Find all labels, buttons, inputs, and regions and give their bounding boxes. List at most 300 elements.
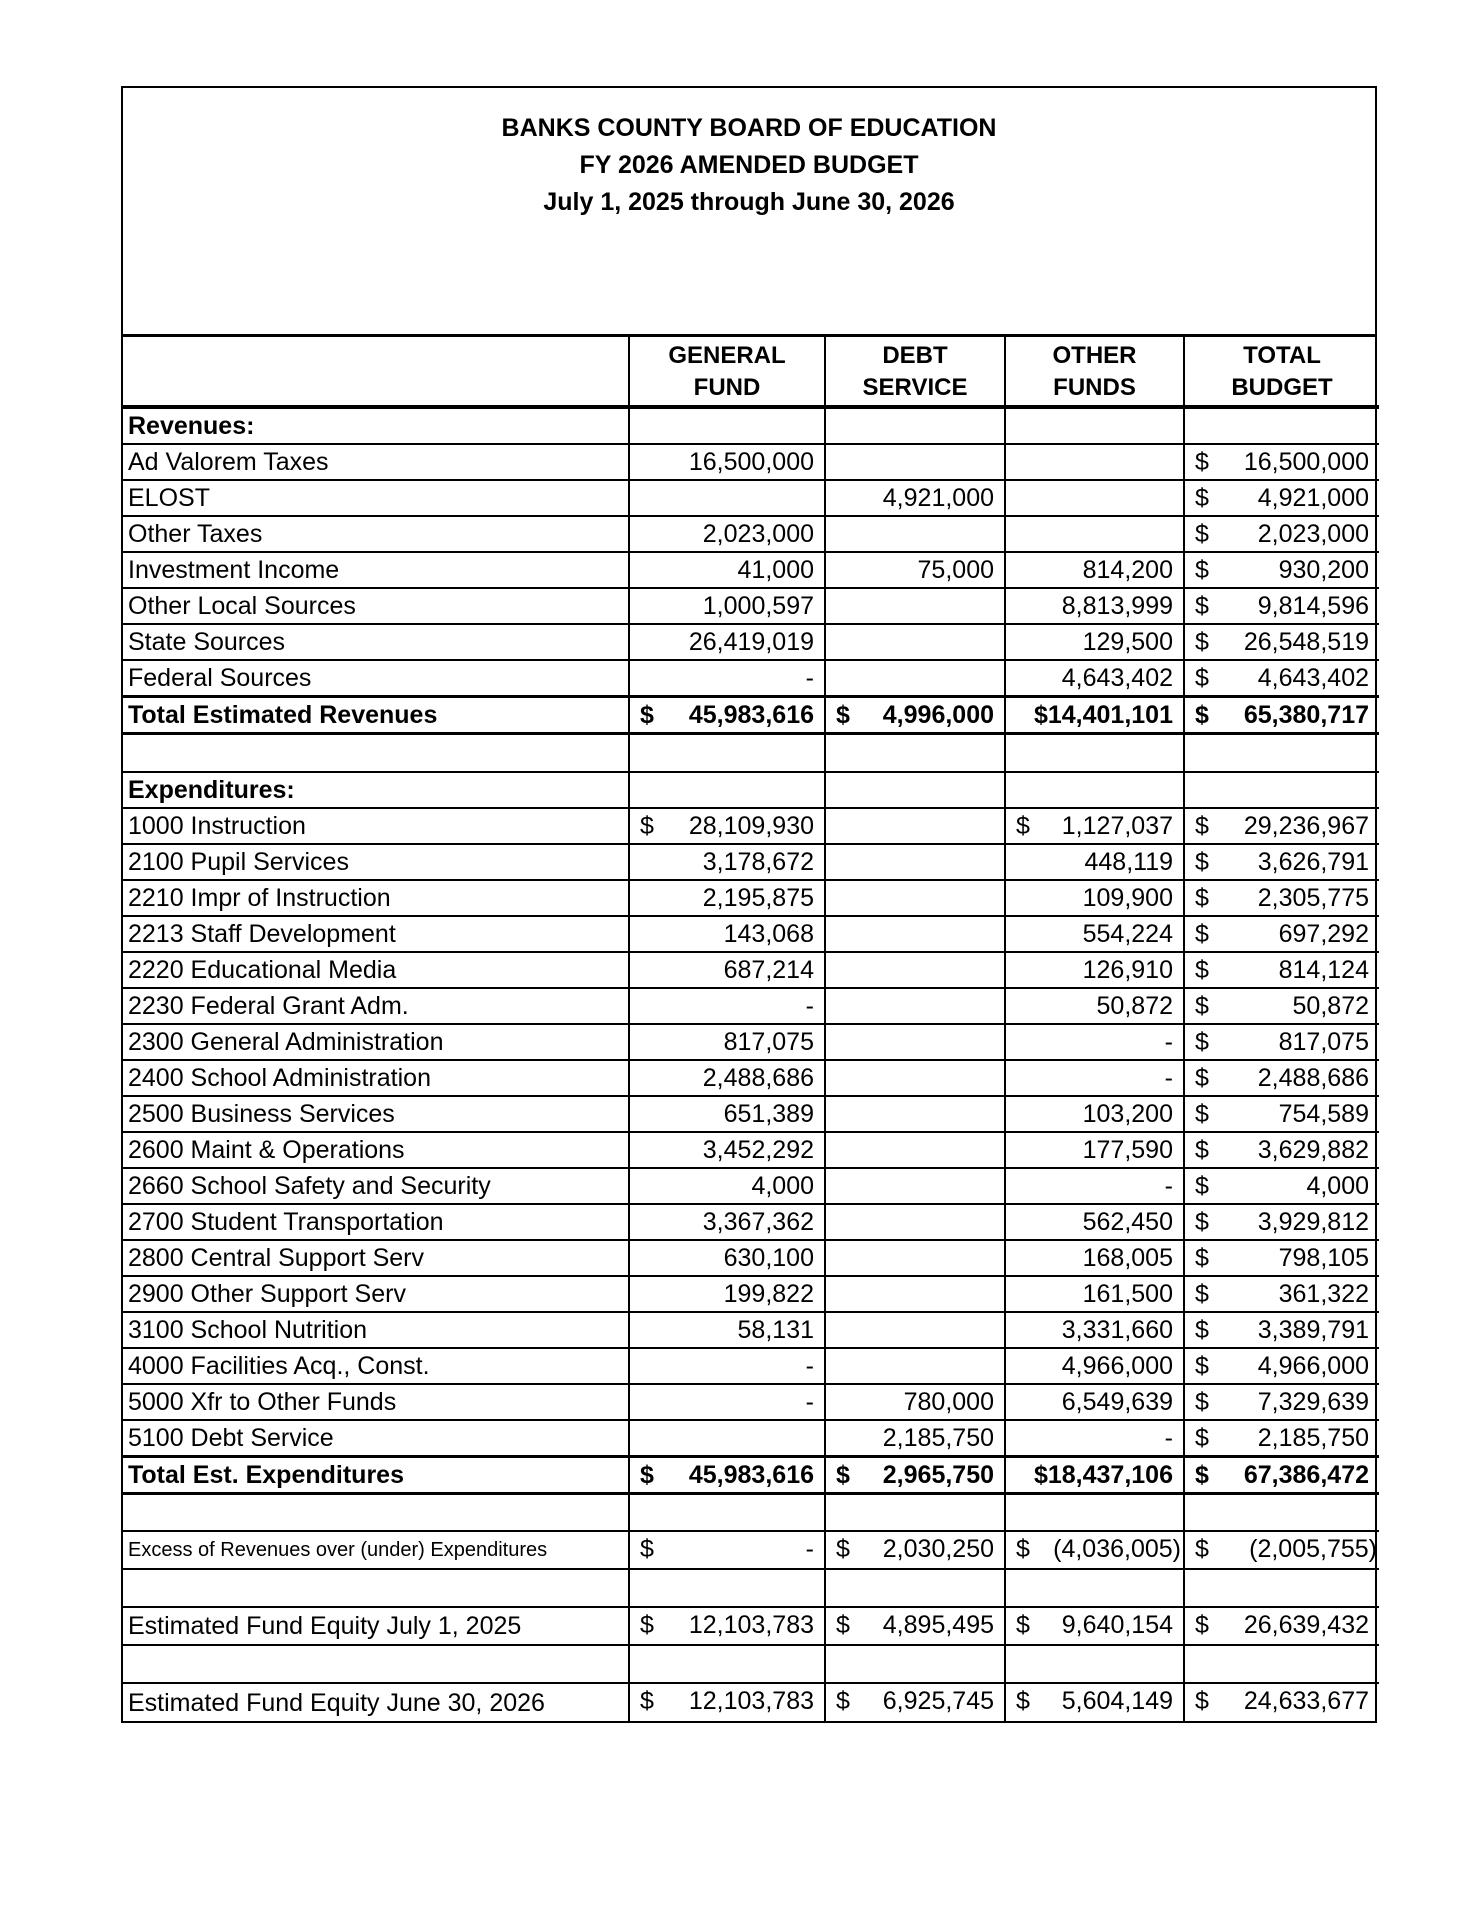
- cell-col-1: [629, 1456, 825, 1493]
- cell-col-2: [825, 1024, 1005, 1060]
- amount: 103,200: [1082, 1099, 1173, 1128]
- currency-symbol: $: [1195, 991, 1209, 1020]
- amount: 2,305,775: [1257, 883, 1369, 912]
- title-block: [123, 88, 1375, 337]
- cell-col-2: [825, 444, 1005, 480]
- cell-col-4: [1184, 1531, 1379, 1569]
- expenditures-heading-row: [123, 772, 1379, 808]
- amount: 2,195,875: [702, 883, 814, 912]
- expenditure-row: [123, 1348, 1379, 1384]
- row-label: 2900 Other Support Serv: [123, 1276, 629, 1312]
- cell-col-2: [825, 988, 1005, 1024]
- cell-col-4: [1184, 1683, 1379, 1721]
- empty-cell: [825, 1645, 1005, 1683]
- column-header-row: [123, 337, 1379, 407]
- currency-symbol: $: [1195, 1687, 1209, 1715]
- amount: 687,214: [723, 955, 814, 984]
- cell-col-4: [1184, 1240, 1379, 1276]
- cell-col-1: [629, 516, 825, 552]
- cell-col-2: [825, 808, 1005, 844]
- amount: 24,633,677: [1243, 1687, 1369, 1715]
- cell-col-2: [825, 1096, 1005, 1132]
- amount: 798,105: [1278, 1243, 1369, 1272]
- empty-cell: [1005, 1569, 1184, 1607]
- row-label: 1000 Instruction: [123, 808, 629, 844]
- cell-col-1: [629, 1312, 825, 1348]
- amount: 3,626,791: [1257, 847, 1369, 876]
- amount: 817,075: [723, 1027, 814, 1056]
- row-label: Estimated Fund Equity June 30, 2026: [123, 1683, 629, 1721]
- cell-col-3: [1005, 1096, 1184, 1132]
- currency-symbol: $: [1195, 1315, 1209, 1344]
- cell-col-2: [825, 916, 1005, 952]
- amount: 2,185,750: [882, 1423, 994, 1452]
- amount: -: [805, 1535, 814, 1563]
- amount: 41,000: [737, 556, 814, 584]
- currency-symbol: $: [1195, 955, 1209, 984]
- cell-col-4: [1184, 1312, 1379, 1348]
- amount: 2,023,000: [702, 520, 814, 548]
- title-line-3: July 1, 2025 through June 30, 2026: [543, 188, 955, 216]
- currency-symbol: $: [1195, 556, 1209, 584]
- cell-col-4: [1184, 844, 1379, 880]
- amount: 9,814,596: [1257, 592, 1369, 620]
- header-other-funds: OTHER FUNDS: [1005, 337, 1184, 407]
- cell-col-1: [629, 1096, 825, 1132]
- revenue-row: [123, 588, 1379, 624]
- cell-col-4: [1184, 1384, 1379, 1420]
- row-label: 2213 Staff Development: [123, 916, 629, 952]
- empty-cell: [1184, 1569, 1379, 1607]
- cell-col-1: [629, 1240, 825, 1276]
- cell-col-1: [629, 808, 825, 844]
- currency-symbol: $: [1195, 919, 1209, 948]
- row-label: 5000 Xfr to Other Funds: [123, 1384, 629, 1420]
- amount: 817,075: [1278, 1027, 1369, 1056]
- spacer-row: [123, 1645, 1379, 1683]
- amount: 7,329,639: [1257, 1387, 1369, 1416]
- cell-col-4: [1184, 1060, 1379, 1096]
- empty-cell: [1184, 1493, 1379, 1531]
- amount: 651,389: [723, 1099, 814, 1128]
- row-label: 2660 School Safety and Security: [123, 1168, 629, 1204]
- cell-col-3: [1005, 660, 1184, 697]
- row-label: 2400 School Administration: [123, 1060, 629, 1096]
- amount: 26,419,019: [688, 628, 814, 656]
- excess-row: [123, 1531, 1379, 1569]
- amount: 3,389,791: [1257, 1315, 1369, 1344]
- cell-col-1: [629, 916, 825, 952]
- empty-cell: [629, 407, 825, 444]
- cell-col-3: [1005, 1240, 1184, 1276]
- cell-col-2: [825, 1456, 1005, 1493]
- cell-col-1: [629, 588, 825, 624]
- empty-cell: [825, 1569, 1005, 1607]
- revenue-row: [123, 552, 1379, 588]
- cell-col-3: [1005, 516, 1184, 552]
- amount: 2,488,686: [1257, 1063, 1369, 1092]
- cell-col-2: [825, 552, 1005, 588]
- expenditure-row: [123, 1168, 1379, 1204]
- amount: 4,966,000: [1257, 1351, 1369, 1380]
- currency-symbol: $: [640, 1687, 654, 1715]
- cell-col-3: [1005, 1132, 1184, 1168]
- amount: 45,983,616: [688, 701, 814, 729]
- cell-col-2: [825, 1607, 1005, 1645]
- amount: -: [805, 664, 814, 692]
- row-label: Federal Sources: [123, 660, 629, 697]
- cell-col-2: [825, 1531, 1005, 1569]
- cell-col-1: [629, 1531, 825, 1569]
- expenditure-row: [123, 1240, 1379, 1276]
- currency-symbol: $: [1016, 1687, 1030, 1715]
- expenditure-row: [123, 844, 1379, 880]
- cell-col-4: [1184, 1276, 1379, 1312]
- cell-col-2: [825, 880, 1005, 916]
- currency-symbol: $: [1195, 1279, 1209, 1308]
- expenditure-row: [123, 880, 1379, 916]
- cell-col-4: [1184, 1168, 1379, 1204]
- cell-col-2: [825, 588, 1005, 624]
- currency-symbol: $: [1195, 1171, 1209, 1200]
- amount: $14,401,101: [1033, 701, 1173, 729]
- amount: -: [805, 1351, 814, 1380]
- revenue-row: [123, 444, 1379, 480]
- empty-cell: [825, 1493, 1005, 1531]
- empty-cell: [1005, 1493, 1184, 1531]
- amount: 12,103,783: [688, 1687, 814, 1715]
- amount: 814,200: [1082, 556, 1173, 584]
- cell-col-1: [629, 1683, 825, 1721]
- currency-symbol: $: [1195, 448, 1209, 476]
- header-general-fund: GENERAL FUND: [629, 337, 825, 407]
- amount: 3,452,292: [702, 1135, 814, 1164]
- expenditure-row: [123, 1312, 1379, 1348]
- empty-cell: [1184, 734, 1379, 772]
- cell-col-3: [1005, 880, 1184, 916]
- amount: -: [1164, 1027, 1173, 1056]
- cell-col-1: [629, 1607, 825, 1645]
- cell-col-3: [1005, 844, 1184, 880]
- cell-col-4: [1184, 1204, 1379, 1240]
- amount: 143,068: [723, 919, 814, 948]
- amount: 26,548,519: [1243, 628, 1369, 656]
- row-label: [123, 734, 629, 772]
- empty-cell: [1005, 772, 1184, 808]
- amount: 6,549,639: [1061, 1387, 1173, 1416]
- row-label: Other Local Sources: [123, 588, 629, 624]
- revenue-row: [123, 660, 1379, 697]
- currency-symbol: $: [836, 1611, 850, 1639]
- cell-col-3: [1005, 988, 1184, 1024]
- amount: 58,131: [737, 1315, 814, 1344]
- cell-col-1: [629, 444, 825, 480]
- cell-col-2: [825, 844, 1005, 880]
- amount: 2,185,750: [1257, 1423, 1369, 1452]
- empty-cell: [1184, 1645, 1379, 1683]
- amount: 5,604,149: [1061, 1687, 1173, 1715]
- currency-symbol: $: [640, 1535, 654, 1563]
- amount: 2,023,000: [1257, 520, 1369, 548]
- row-label: [123, 1569, 629, 1607]
- cell-col-3: [1005, 624, 1184, 660]
- row-label: 2220 Educational Media: [123, 952, 629, 988]
- row-label: Excess of Revenues over (under) Expenditures: [123, 1531, 629, 1569]
- amount: 65,380,717: [1243, 701, 1369, 729]
- cell-col-3: [1005, 1456, 1184, 1493]
- cell-col-3: [1005, 1312, 1184, 1348]
- cell-col-3: [1005, 588, 1184, 624]
- empty-cell: [1005, 734, 1184, 772]
- cell-col-2: [825, 1276, 1005, 1312]
- total-expenditures-row: [123, 1456, 1379, 1493]
- amount: 630,100: [723, 1243, 814, 1272]
- amount: (2,005,755): [1249, 1535, 1377, 1563]
- cell-col-2: [825, 1168, 1005, 1204]
- cell-col-4: [1184, 1096, 1379, 1132]
- currency-symbol: $: [1195, 1611, 1209, 1639]
- header-debt-service: DEBT SERVICE: [825, 337, 1005, 407]
- cell-col-2: [825, 1204, 1005, 1240]
- amount: 45,983,616: [688, 1460, 814, 1489]
- row-label: Ad Valorem Taxes: [123, 444, 629, 480]
- amount: 3,367,362: [702, 1207, 814, 1236]
- cell-col-3: [1005, 1348, 1184, 1384]
- cell-col-1: [629, 1168, 825, 1204]
- row-label: [123, 1645, 629, 1683]
- cell-col-4: [1184, 480, 1379, 516]
- revenue-row: [123, 516, 1379, 552]
- row-label: 2800 Central Support Serv: [123, 1240, 629, 1276]
- cell-col-3: [1005, 1607, 1184, 1645]
- currency-symbol: $: [640, 701, 654, 729]
- revenue-row: [123, 624, 1379, 660]
- empty-cell: [629, 1493, 825, 1531]
- amount: 50,872: [1292, 991, 1369, 1020]
- amount: 6,925,745: [882, 1687, 994, 1715]
- amount: 3,929,812: [1257, 1207, 1369, 1236]
- currency-symbol: $: [1195, 847, 1209, 876]
- cell-col-2: [825, 1240, 1005, 1276]
- cell-col-4: [1184, 880, 1379, 916]
- row-label: 2500 Business Services: [123, 1096, 629, 1132]
- row-label: 2210 Impr of Instruction: [123, 880, 629, 916]
- revenue-row: [123, 480, 1379, 516]
- expenditure-row: [123, 1096, 1379, 1132]
- cell-col-1: [629, 1420, 825, 1457]
- expenditure-row: [123, 1024, 1379, 1060]
- amount: 4,921,000: [1257, 484, 1369, 512]
- amount: 4,996,000: [882, 701, 994, 729]
- amount: 1,127,037: [1061, 811, 1173, 840]
- amount: 4,966,000: [1061, 1351, 1173, 1380]
- cell-col-2: [825, 516, 1005, 552]
- empty-cell: [1184, 772, 1379, 808]
- cell-col-1: [629, 697, 825, 734]
- amount: -: [1164, 1423, 1173, 1452]
- amount: 754,589: [1278, 1099, 1369, 1128]
- amount: 697,292: [1278, 919, 1369, 948]
- amount: $18,437,106: [1033, 1460, 1173, 1489]
- currency-symbol: $: [1195, 1207, 1209, 1236]
- cell-col-2: [825, 1132, 1005, 1168]
- currency-symbol: $: [640, 811, 654, 840]
- cell-col-3: [1005, 1276, 1184, 1312]
- currency-symbol: $: [1195, 664, 1209, 692]
- row-label: Investment Income: [123, 552, 629, 588]
- amount: 780,000: [903, 1387, 994, 1416]
- row-label: 4000 Facilities Acq., Const.: [123, 1348, 629, 1384]
- cell-col-4: [1184, 444, 1379, 480]
- currency-symbol: $: [1195, 883, 1209, 912]
- cell-col-1: [629, 880, 825, 916]
- amount: 67,386,472: [1243, 1460, 1369, 1489]
- expenditure-row: [123, 1276, 1379, 1312]
- row-label: State Sources: [123, 624, 629, 660]
- currency-symbol: $: [640, 1460, 654, 1489]
- empty-cell: [629, 772, 825, 808]
- budget-table-body: [123, 337, 1379, 1721]
- amount: 930,200: [1278, 556, 1369, 584]
- amount: 16,500,000: [1243, 448, 1369, 476]
- currency-symbol: $: [1016, 1611, 1030, 1639]
- cell-col-3: [1005, 1384, 1184, 1420]
- expenditure-row: [123, 952, 1379, 988]
- cell-col-1: [629, 1132, 825, 1168]
- currency-symbol: $: [1016, 811, 1030, 840]
- expenditure-row: [123, 988, 1379, 1024]
- row-label: Other Taxes: [123, 516, 629, 552]
- cell-col-4: [1184, 1132, 1379, 1168]
- row-label: Total Estimated Revenues: [123, 697, 629, 734]
- cell-col-4: [1184, 988, 1379, 1024]
- currency-symbol: $: [1195, 701, 1209, 729]
- cell-col-1: [629, 1348, 825, 1384]
- title-line-2: FY 2026 AMENDED BUDGET: [579, 151, 919, 179]
- cell-col-4: [1184, 516, 1379, 552]
- equity-start-row: [123, 1607, 1379, 1645]
- amount: -: [805, 991, 814, 1020]
- cell-col-4: [1184, 1024, 1379, 1060]
- currency-symbol: $: [1195, 1460, 1209, 1489]
- currency-symbol: $: [1016, 1535, 1030, 1563]
- currency-symbol: $: [1195, 1027, 1209, 1056]
- amount: -: [805, 1387, 814, 1416]
- row-label: Estimated Fund Equity July 1, 2025: [123, 1607, 629, 1645]
- cell-col-2: [825, 1312, 1005, 1348]
- cell-col-4: [1184, 552, 1379, 588]
- expenditure-row: [123, 1060, 1379, 1096]
- currency-symbol: $: [1195, 628, 1209, 656]
- amount: 199,822: [723, 1279, 814, 1308]
- currency-symbol: $: [1195, 1351, 1209, 1380]
- amount: 9,640,154: [1061, 1611, 1173, 1639]
- currency-symbol: $: [1195, 1063, 1209, 1092]
- header-total-budget: TOTAL BUDGET: [1184, 337, 1379, 407]
- row-label: 3100 School Nutrition: [123, 1312, 629, 1348]
- cell-col-3: [1005, 480, 1184, 516]
- amount: 8,813,999: [1061, 592, 1173, 620]
- amount: 448,119: [1084, 847, 1173, 876]
- currency-symbol: $: [836, 1460, 850, 1489]
- cell-col-4: [1184, 1456, 1379, 1493]
- cell-col-1: [629, 624, 825, 660]
- cell-col-4: [1184, 808, 1379, 844]
- cell-col-3: [1005, 1024, 1184, 1060]
- amount: 126,910: [1082, 955, 1173, 984]
- cell-col-1: [629, 660, 825, 697]
- empty-cell: [825, 407, 1005, 444]
- cell-col-1: [629, 1384, 825, 1420]
- amount: 109,900: [1082, 883, 1173, 912]
- cell-col-4: [1184, 697, 1379, 734]
- currency-symbol: $: [1195, 1423, 1209, 1452]
- expenditure-row: [123, 808, 1379, 844]
- row-label: [123, 1493, 629, 1531]
- cell-col-1: [629, 1060, 825, 1096]
- currency-symbol: $: [1195, 1387, 1209, 1416]
- currency-symbol: $: [1195, 484, 1209, 512]
- budget-table: [123, 337, 1379, 1721]
- expenditure-row: [123, 1384, 1379, 1420]
- amount: 177,590: [1082, 1135, 1173, 1164]
- currency-symbol: $: [836, 1535, 850, 1563]
- cell-col-1: [629, 1204, 825, 1240]
- empty-cell: [1005, 407, 1184, 444]
- amount: 12,103,783: [688, 1611, 814, 1639]
- cell-col-3: [1005, 1168, 1184, 1204]
- row-label: 2700 Student Transportation: [123, 1204, 629, 1240]
- cell-col-4: [1184, 1420, 1379, 1457]
- cell-col-3: [1005, 1060, 1184, 1096]
- amount: 4,643,402: [1257, 664, 1369, 692]
- equity-end-row: [123, 1683, 1379, 1721]
- amount: 29,236,967: [1243, 811, 1369, 840]
- amount: 16,500,000: [688, 448, 814, 476]
- cell-col-3: [1005, 1683, 1184, 1721]
- cell-col-2: [825, 1384, 1005, 1420]
- amount: -: [1164, 1063, 1173, 1092]
- amount: 4,643,402: [1061, 664, 1173, 692]
- amount: 2,030,250: [882, 1535, 994, 1563]
- empty-cell: [629, 734, 825, 772]
- empty-cell: [1184, 407, 1379, 444]
- cell-col-3: [1005, 808, 1184, 844]
- cell-col-4: [1184, 588, 1379, 624]
- cell-col-2: [825, 1060, 1005, 1096]
- currency-symbol: $: [1195, 1135, 1209, 1164]
- cell-col-2: [825, 952, 1005, 988]
- cell-col-3: [1005, 952, 1184, 988]
- cell-col-3: [1005, 1204, 1184, 1240]
- row-label: 2300 General Administration: [123, 1024, 629, 1060]
- amount: 4,000: [751, 1171, 814, 1200]
- currency-symbol: $: [1195, 1243, 1209, 1272]
- amount: 129,500: [1082, 628, 1173, 656]
- spacer-row: [123, 734, 1379, 772]
- amount: 4,895,495: [882, 1611, 994, 1639]
- row-label: ELOST: [123, 480, 629, 516]
- amount: 161,500: [1082, 1279, 1173, 1308]
- cell-col-3: [1005, 1531, 1184, 1569]
- cell-col-3: [1005, 552, 1184, 588]
- cell-col-4: [1184, 952, 1379, 988]
- expenditure-row: [123, 1132, 1379, 1168]
- amount: 2,965,750: [882, 1460, 994, 1489]
- cell-col-2: [825, 624, 1005, 660]
- amount: 2,488,686: [702, 1063, 814, 1092]
- empty-cell: [825, 772, 1005, 808]
